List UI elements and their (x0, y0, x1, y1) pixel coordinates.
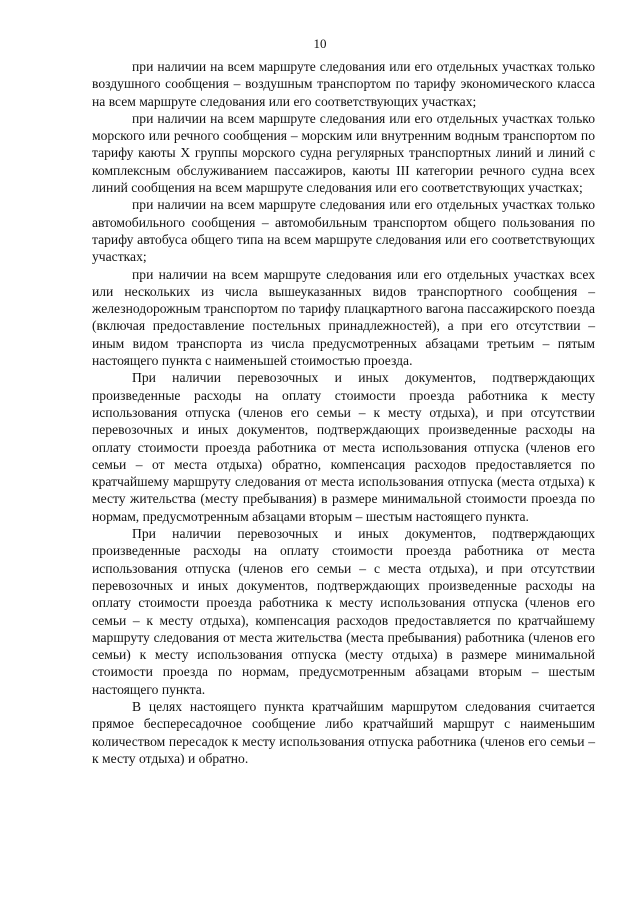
page-number: 10 (313, 36, 327, 51)
paragraph-mixed-transport: при наличии на всем маршруте следования или его отдельных участках всех или нескольких из числа вышеуказанных видов транспортного сообщения – железнодорожным транспортом по тарифу плацкартного вагона пассажирского поезда (включая предоставление постельных принадлежностей), а при его отсутствии – иным видом транспорта из числа предусмотренных абзацами третьим – пятым настоящего пункта с наименьшей стоимостью проезда. (92, 266, 595, 369)
paragraph-air-transport: при наличии на всем маршруте следования или его отдельных участках только воздушного сообщения – воздушным транспортом по тарифу экономического класса на всем маршруте следования или его соответствующих участках; (92, 59, 595, 109)
paragraph-return-trip-compensation: При наличии перевозочных и иных документов, подтверждающих произведенные расходы на оплату стоимости проезда работника к месту использования отпуска (членов его семьи – к месту отдыха), и при отсутствии перевозочных и иных документов, подтверждающих произведенные расходы на оплату стоимости проезда работника от места использования отпуска (членов его семьи – от места отдыха) обратно, компенсация расходов предоставляется по кратчайшему маршруту следования от места использования отпуска (места отдыха) к месту жительства (месту пребывания) в размере минимальной стоимости проезда по нормам, предусмотренным абзацами вторым – шестым настоящего пункта. (92, 370, 595, 524)
paragraph-outbound-trip-compensation: При наличии перевозочных и иных документов, подтверждающих произведенные расходы на оплату стоимости проезда работника от места использования отпуска (членов его семьи – с места отдыха), и при отсутствии перевозочных и иных документов, подтверждающих произведенные расходы на оплату стоимости проезда работника к месту использования отпуска (членов его семьи – к месту отдыха), компенсация расходов предоставляется по кратчайшему маршруту следования от места жительства (места пребывания) работника (членов его семьи) к месту использования отпуска (месту отдыха) в размере минимальной стоимости проезда по нормам, предусмотренным абзацами вторым – шестым настоящего пункта. (92, 526, 595, 697)
document-body (92, 58, 595, 767)
paragraph-water-transport: при наличии на всем маршруте следования или его отдельных участках только морского или речного сообщения – морским или внутренним водным транспортом по тарифу каюты X группы морского судна регулярных транспортных линий и линий с комплексным обслуживанием пассажиров, каюты III категории речного судна всех линий сообщения на всем маршруте следования или его соответствующих участках; (92, 110, 595, 196)
paragraph-shortest-route-definition: В целях настоящего пункта кратчайшим маршрутом следования считается прямое беспересадочное сообщение либо кратчайший маршрут с наименьшим количеством пересадок к месту использования отпуска работника (членов его семьи – к месту отдыха) и обратно. (92, 698, 595, 766)
paragraph-road-transport: при наличии на всем маршруте следования или его отдельных участках только автомобильного сообщения – автомобильным транспортом общего пользования по тарифу автобуса общего типа на всем маршруте следования или его соответствующих участках; (92, 197, 595, 265)
